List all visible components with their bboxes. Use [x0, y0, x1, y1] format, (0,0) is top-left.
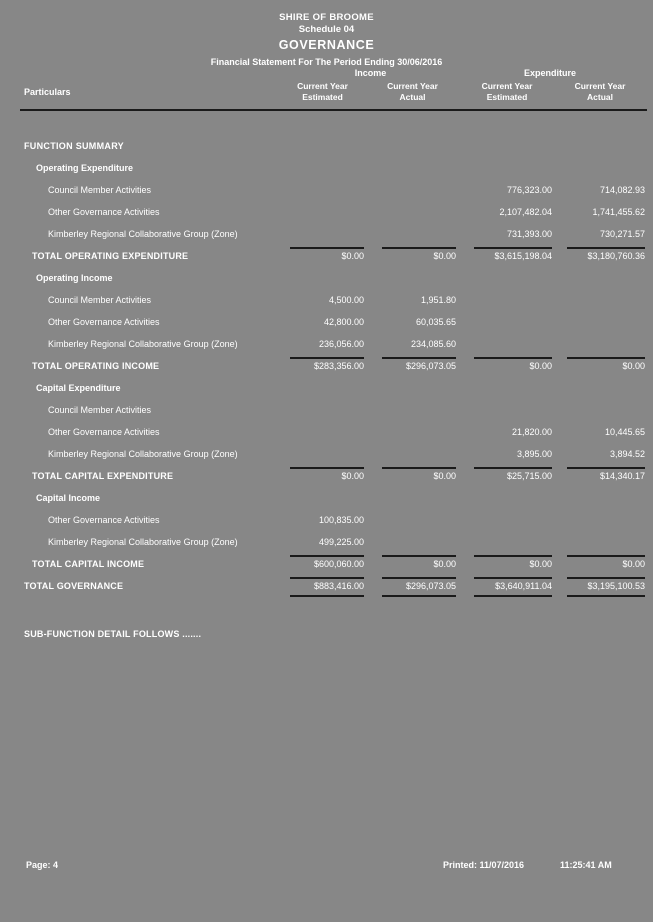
section-heading-function-summary: [0, 137, 653, 159]
cell-expenditure-estimated: 3,895.00: [516, 449, 552, 459]
row-label: Other Governance Activities: [48, 317, 160, 327]
total-rule: [382, 467, 456, 469]
row-label: Council Member Activities: [48, 405, 152, 415]
cell-income-estimated: 499,225.00: [318, 537, 364, 547]
reporting-period: Financial Statement For The Period Ending 30/06/2016: [210, 57, 443, 67]
cell-income-actual: 234,085.60: [410, 339, 456, 349]
total-rule: [474, 577, 552, 579]
cell-expenditure-actual: 1,741,455.62: [592, 207, 645, 217]
total-row-governance: [0, 577, 653, 599]
row-label: Council Member Activities: [48, 295, 152, 305]
table-row: [0, 203, 653, 225]
column-header-line1: Current Year: [574, 81, 626, 91]
cell-expenditure-estimated: 731,393.00: [506, 229, 552, 239]
cell-expenditure-actual: $0.00: [622, 361, 645, 371]
column-header-particulars: Particulars: [24, 87, 71, 97]
row-label: TOTAL GOVERNANCE: [24, 581, 124, 591]
cell-income-estimated: $0.00: [341, 251, 364, 261]
total-rule: [474, 357, 552, 359]
grand-total-rule: [382, 595, 456, 597]
section-heading-capital-expenditure: [0, 379, 653, 401]
row-label: Other Governance Activities: [48, 515, 160, 525]
total-rule: [567, 357, 645, 359]
row-label: Operating Income: [36, 273, 113, 283]
total-rule: [382, 247, 456, 249]
column-group-income: Income: [354, 68, 387, 78]
total-rule: [290, 247, 364, 249]
schedule-number: Schedule 04: [298, 24, 355, 35]
cell-expenditure-actual: $3,180,760.36: [587, 251, 645, 261]
footer-printed-date: Printed: 11/07/2016: [443, 860, 525, 870]
cell-income-estimated: $883,416.00: [313, 581, 364, 591]
grand-total-rule: [474, 595, 552, 597]
cell-income-estimated: $0.00: [341, 471, 364, 481]
column-header-line1: Current Year: [387, 81, 438, 91]
table-row: [0, 423, 653, 445]
column-header-expenditure-actual: [556, 81, 644, 103]
total-rule: [567, 555, 645, 557]
row-label: TOTAL CAPITAL INCOME: [32, 559, 145, 569]
table-row: [0, 181, 653, 203]
total-rule: [567, 247, 645, 249]
column-header-expenditure-estimated: [463, 81, 551, 103]
cell-income-actual: $0.00: [433, 559, 456, 569]
column-header-income-estimated: [281, 81, 364, 103]
cell-expenditure-estimated: $0.00: [529, 361, 552, 371]
table-row: [0, 291, 653, 313]
cell-income-actual: $296,073.05: [405, 361, 456, 371]
row-label: FUNCTION SUMMARY: [24, 141, 124, 151]
cell-income-estimated: $283,356.00: [313, 361, 364, 371]
sub-function-note-row: [0, 629, 653, 651]
footer-page-number: Page: 4: [26, 860, 59, 870]
column-group-headings: [0, 68, 653, 81]
column-header-line2: Actual: [399, 92, 426, 102]
cell-income-estimated: 42,800.00: [323, 317, 364, 327]
cell-expenditure-estimated: $3,615,198.04: [494, 251, 552, 261]
grand-total-rule: [567, 595, 645, 597]
cell-income-actual: 60,035.65: [415, 317, 456, 327]
section-heading-operating-expenditure: [0, 159, 653, 181]
total-rule: [290, 467, 364, 469]
row-label: Other Governance Activities: [48, 207, 160, 217]
section-heading-operating-income: [0, 269, 653, 291]
table-row: [0, 225, 653, 247]
document-header: [0, 0, 653, 68]
total-rule: [567, 467, 645, 469]
column-header-line1: Current Year: [481, 81, 533, 91]
cell-expenditure-estimated: 776,323.00: [506, 185, 552, 195]
cell-income-actual: $296,073.05: [405, 581, 456, 591]
cell-income-estimated: 100,835.00: [318, 515, 364, 525]
row-label: Kimberley Regional Collaborative Group (Zone): [48, 537, 238, 547]
column-header-line2: Estimated: [302, 92, 343, 102]
cell-expenditure-actual: $14,340.17: [599, 471, 645, 481]
cell-expenditure-estimated: 2,107,482.04: [499, 207, 552, 217]
row-label: Other Governance Activities: [48, 427, 160, 437]
table-row: [0, 445, 653, 467]
table-row: [0, 313, 653, 335]
total-rule: [382, 577, 456, 579]
column-header-line1: Current Year: [297, 81, 348, 91]
row-label: TOTAL OPERATING EXPENDITURE: [32, 251, 189, 261]
column-header-line2: Actual: [587, 92, 613, 102]
statement-table: [0, 137, 653, 651]
cell-expenditure-actual: $3,195,100.53: [587, 581, 645, 591]
cell-expenditure-actual: 3,894.52: [609, 449, 645, 459]
row-label: Council Member Activities: [48, 185, 152, 195]
total-rule: [567, 577, 645, 579]
cell-income-actual: $0.00: [433, 471, 456, 481]
table-row: [0, 335, 653, 357]
table-row: [0, 533, 653, 555]
cell-expenditure-actual: 714,082.93: [599, 185, 645, 195]
row-label: TOTAL OPERATING INCOME: [32, 361, 160, 371]
column-header-line2: Estimated: [486, 92, 528, 102]
column-header-income-actual: [371, 81, 454, 103]
cell-income-actual: $0.00: [433, 251, 456, 261]
cell-expenditure-estimated: $3,640,911.04: [495, 581, 552, 591]
page-title: GOVERNANCE: [278, 38, 375, 52]
total-rule: [290, 577, 364, 579]
total-rule: [474, 467, 552, 469]
cell-expenditure-estimated: $0.00: [529, 559, 552, 569]
total-rule: [290, 555, 364, 557]
row-label: Capital Income: [36, 493, 101, 503]
total-rule: [474, 247, 552, 249]
total-rule: [382, 555, 456, 557]
row-label: Operating Expenditure: [36, 163, 134, 173]
row-label: Kimberley Regional Collaborative Group (Zone): [48, 339, 238, 349]
cell-income-estimated: 236,056.00: [318, 339, 364, 349]
cell-expenditure-estimated: 21,820.00: [511, 427, 552, 437]
total-rule: [290, 357, 364, 359]
row-label: TOTAL CAPITAL EXPENDITURE: [32, 471, 174, 481]
grand-total-rule: [290, 595, 364, 597]
row-label: Capital Expenditure: [36, 383, 121, 393]
total-row-capital-expenditure: [0, 467, 653, 489]
page-footer: [0, 860, 653, 874]
cell-expenditure-actual: 10,445.65: [604, 427, 645, 437]
header-divider: [20, 109, 647, 111]
total-row-operating-income: [0, 357, 653, 379]
column-subheadings: [0, 81, 653, 107]
cell-income-estimated: $600,060.00: [313, 559, 364, 569]
row-label: Kimberley Regional Collaborative Group (Zone): [48, 449, 238, 459]
organisation-name: SHIRE OF BROOME: [279, 12, 374, 23]
sub-function-note: SUB-FUNCTION DETAIL FOLLOWS .......: [24, 629, 202, 639]
cell-expenditure-estimated: $25,715.00: [506, 471, 552, 481]
column-group-expenditure: Expenditure: [523, 68, 576, 78]
cell-expenditure-actual: 730,271.57: [599, 229, 645, 239]
cell-income-estimated: 4,500.00: [328, 295, 364, 305]
section-heading-capital-income: [0, 489, 653, 511]
spacer-row: [0, 599, 653, 629]
table-row: [0, 401, 653, 423]
table-row: [0, 511, 653, 533]
total-rule: [474, 555, 552, 557]
total-rule: [382, 357, 456, 359]
footer-printed-time: 11:25:41 AM: [560, 860, 612, 870]
total-row-capital-income: [0, 555, 653, 577]
cell-expenditure-actual: $0.00: [622, 559, 645, 569]
cell-income-actual: 1,951.80: [420, 295, 456, 305]
total-row-operating-expenditure: [0, 247, 653, 269]
row-label: Kimberley Regional Collaborative Group (Zone): [48, 229, 238, 239]
